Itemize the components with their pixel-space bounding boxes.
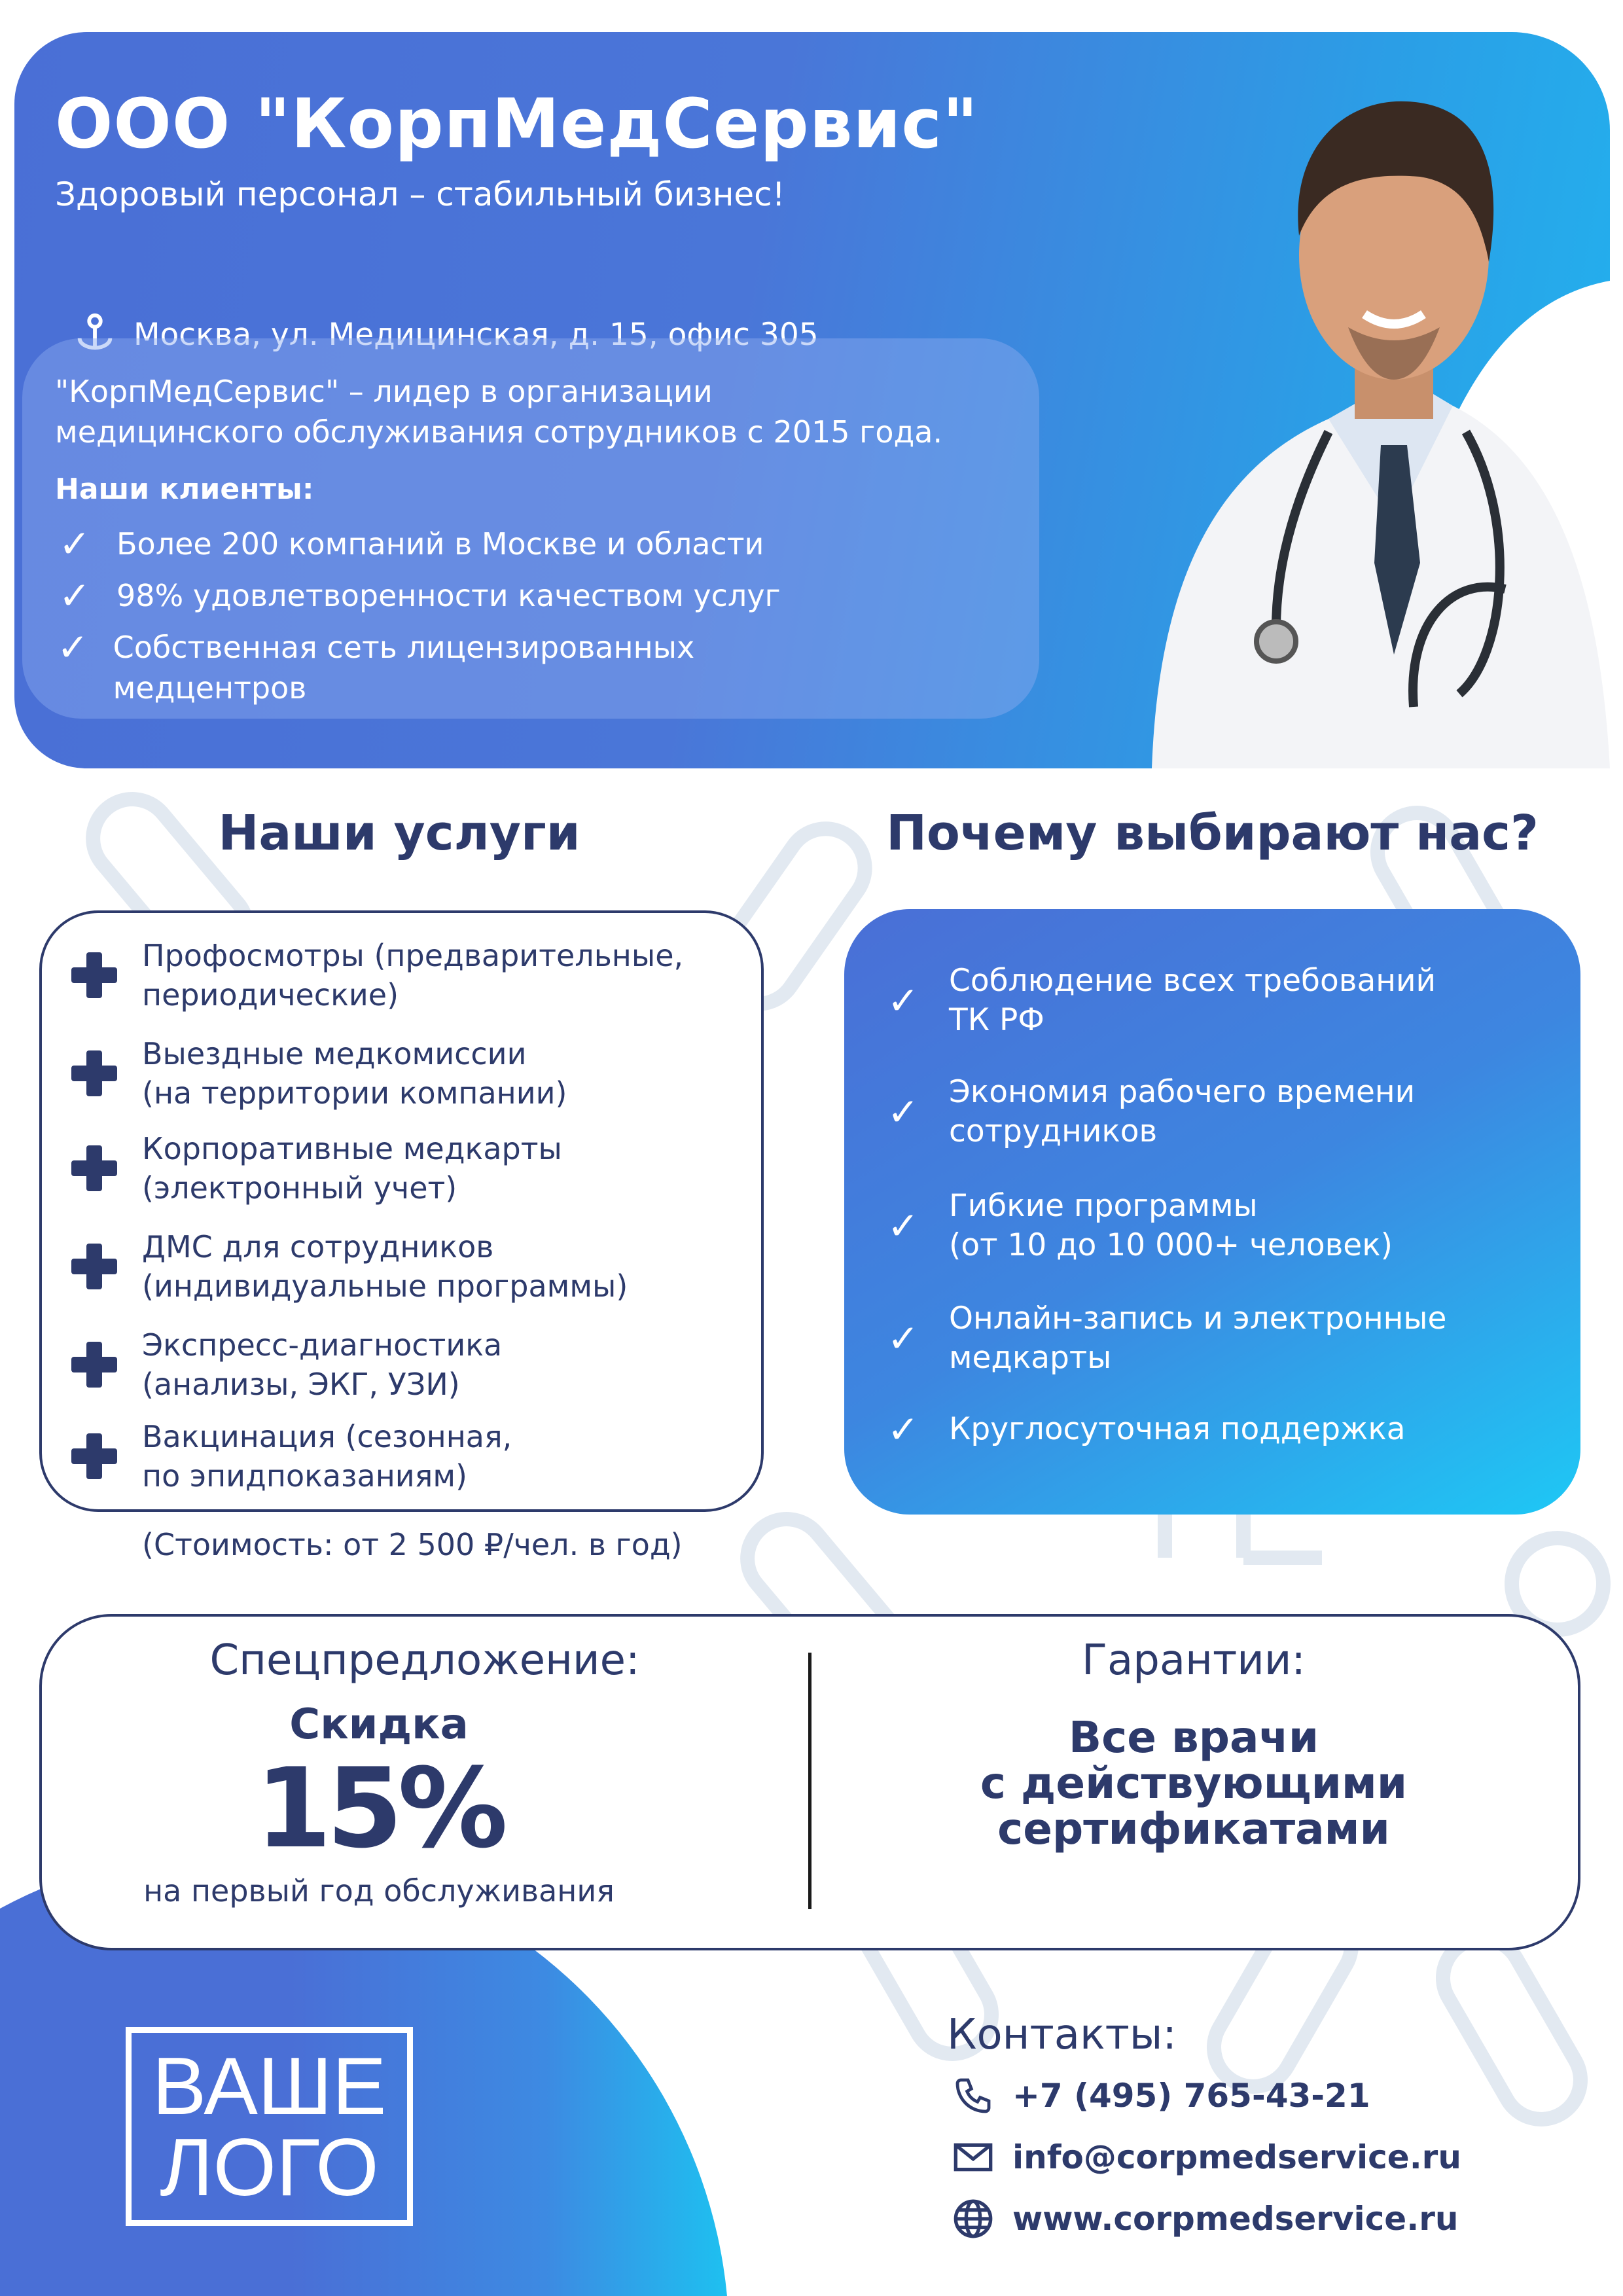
clients-title: Наши клиенты: (55, 473, 314, 506)
why-line: ТК РФ (949, 1002, 1044, 1038)
client-text: Собственная сеть лицензированных медцентров (113, 630, 695, 706)
guarantee-line: сертификатами (997, 1804, 1390, 1854)
service-line: Экспресс-диагностика (142, 1327, 503, 1363)
guarantee-line: Все врачи (1068, 1712, 1319, 1763)
service-line: ДМС для сотрудников (142, 1229, 494, 1265)
plus-icon (71, 1342, 117, 1388)
client-item (55, 627, 827, 708)
phone-icon (952, 2075, 994, 2117)
offer-card (39, 1614, 1580, 1950)
check-icon: ✓ (58, 522, 91, 566)
check-icon: ✓ (58, 573, 91, 618)
why-line: Соблюдение всех требований (949, 963, 1436, 999)
plus-icon (71, 952, 117, 998)
service-line: (на территории компании) (142, 1075, 567, 1111)
service-item (71, 1417, 748, 1496)
contact-web[interactable] (952, 2198, 1458, 2240)
logo-line: ЛОГО (160, 2123, 379, 2213)
service-item (71, 1034, 748, 1113)
plus-icon (71, 1433, 117, 1479)
why-item (883, 1407, 1561, 1452)
service-line: Корпоративные медкарты (142, 1131, 562, 1166)
client-text: 98% удовлетворенности качеством услуг (116, 578, 781, 613)
discount-note: на первый год обслуживания (143, 1873, 615, 1909)
service-line: (индивидуальные программы) (142, 1268, 628, 1304)
guarantee-title: Гарантии: (1082, 1636, 1306, 1685)
why-line: Круглосуточная поддержка (949, 1411, 1406, 1447)
client-item (55, 575, 781, 616)
check-icon: ✓ (887, 1316, 919, 1361)
check-icon: ✓ (887, 1204, 919, 1248)
contacts-title: Контакты: (947, 2011, 1177, 2059)
service-line: Выездные медкомиссии (142, 1036, 527, 1071)
cost-note: (Стоимость: от 2 500 ₽/чел. в год) (142, 1527, 683, 1562)
client-text: Более 200 компаний в Москве и области (116, 526, 764, 562)
web-text[interactable]: www.corpmedservice.ru (1012, 2200, 1459, 2238)
check-icon: ✓ (57, 625, 89, 670)
discount-value: 15% (255, 1744, 503, 1873)
address-text: Москва, ул. Медицинская, д. 15, офис 305 (134, 316, 819, 353)
why-line: медкарты (949, 1340, 1112, 1376)
guarantee-line: с действующими (980, 1758, 1408, 1808)
service-item (71, 1227, 748, 1306)
services-card (39, 910, 764, 1512)
why-heading: Почему выбирают нас? (886, 805, 1539, 861)
check-icon: ✓ (887, 978, 919, 1023)
plus-icon (71, 1244, 117, 1289)
contact-phone[interactable] (952, 2075, 1370, 2117)
divider (808, 1653, 812, 1909)
why-line: сотрудников (949, 1113, 1158, 1149)
service-line: периодические) (142, 977, 399, 1013)
why-item (883, 1299, 1561, 1378)
plus-icon (71, 1145, 117, 1191)
why-item (883, 1187, 1561, 1265)
plus-icon (71, 1050, 117, 1096)
service-line: (электронный учет) (142, 1170, 457, 1206)
discount-label: Скидка (289, 1700, 469, 1749)
offer-title: Спецпредложение: (209, 1636, 640, 1685)
service-line: Профосмотры (предварительные, (142, 938, 684, 973)
guarantee-text (814, 1712, 1573, 1854)
why-line: Гибкие программы (949, 1188, 1258, 1224)
about-line-2: медицинского обслуживания сотрудников с 2015 года. (55, 414, 943, 450)
service-line: (анализы, ЭКГ, УЗИ) (142, 1367, 460, 1402)
service-item (71, 1325, 748, 1404)
company-title: ООО "КорпМедСервис" (55, 84, 979, 164)
service-line: по эпидпоказаниям) (142, 1458, 467, 1494)
why-line: Онлайн-запись и электронные (949, 1300, 1447, 1336)
logo-line: ВАШЕ (152, 2041, 387, 2132)
why-line: Экономия рабочего времени (949, 1074, 1416, 1110)
mail-icon (952, 2136, 994, 2178)
about-card (22, 338, 1039, 719)
why-item (883, 1073, 1561, 1151)
globe-icon (952, 2198, 994, 2240)
about-line-1: "КорпМедСервис" – лидер в организации (55, 374, 713, 409)
email-text[interactable]: info@corpmedservice.ru (1012, 2138, 1461, 2176)
why-line: (от 10 до 10 000+ человек) (949, 1227, 1393, 1263)
why-card (844, 909, 1580, 1515)
contact-email[interactable] (952, 2136, 1461, 2178)
service-line: Вакцинация (сезонная, (142, 1419, 512, 1454)
phone-text[interactable]: +7 (495) 765-43-21 (1012, 2077, 1370, 2115)
doctor-photo (1113, 65, 1610, 768)
tagline: Здоровый персонал – стабильный бизнес! (55, 175, 785, 213)
service-item (71, 936, 748, 1014)
why-item (883, 961, 1561, 1040)
services-heading: Наши услуги (218, 805, 580, 861)
check-icon: ✓ (887, 1090, 919, 1134)
logo-placeholder (126, 2027, 413, 2226)
service-item (71, 1129, 748, 1208)
client-item (55, 524, 764, 564)
check-icon: ✓ (887, 1407, 919, 1452)
